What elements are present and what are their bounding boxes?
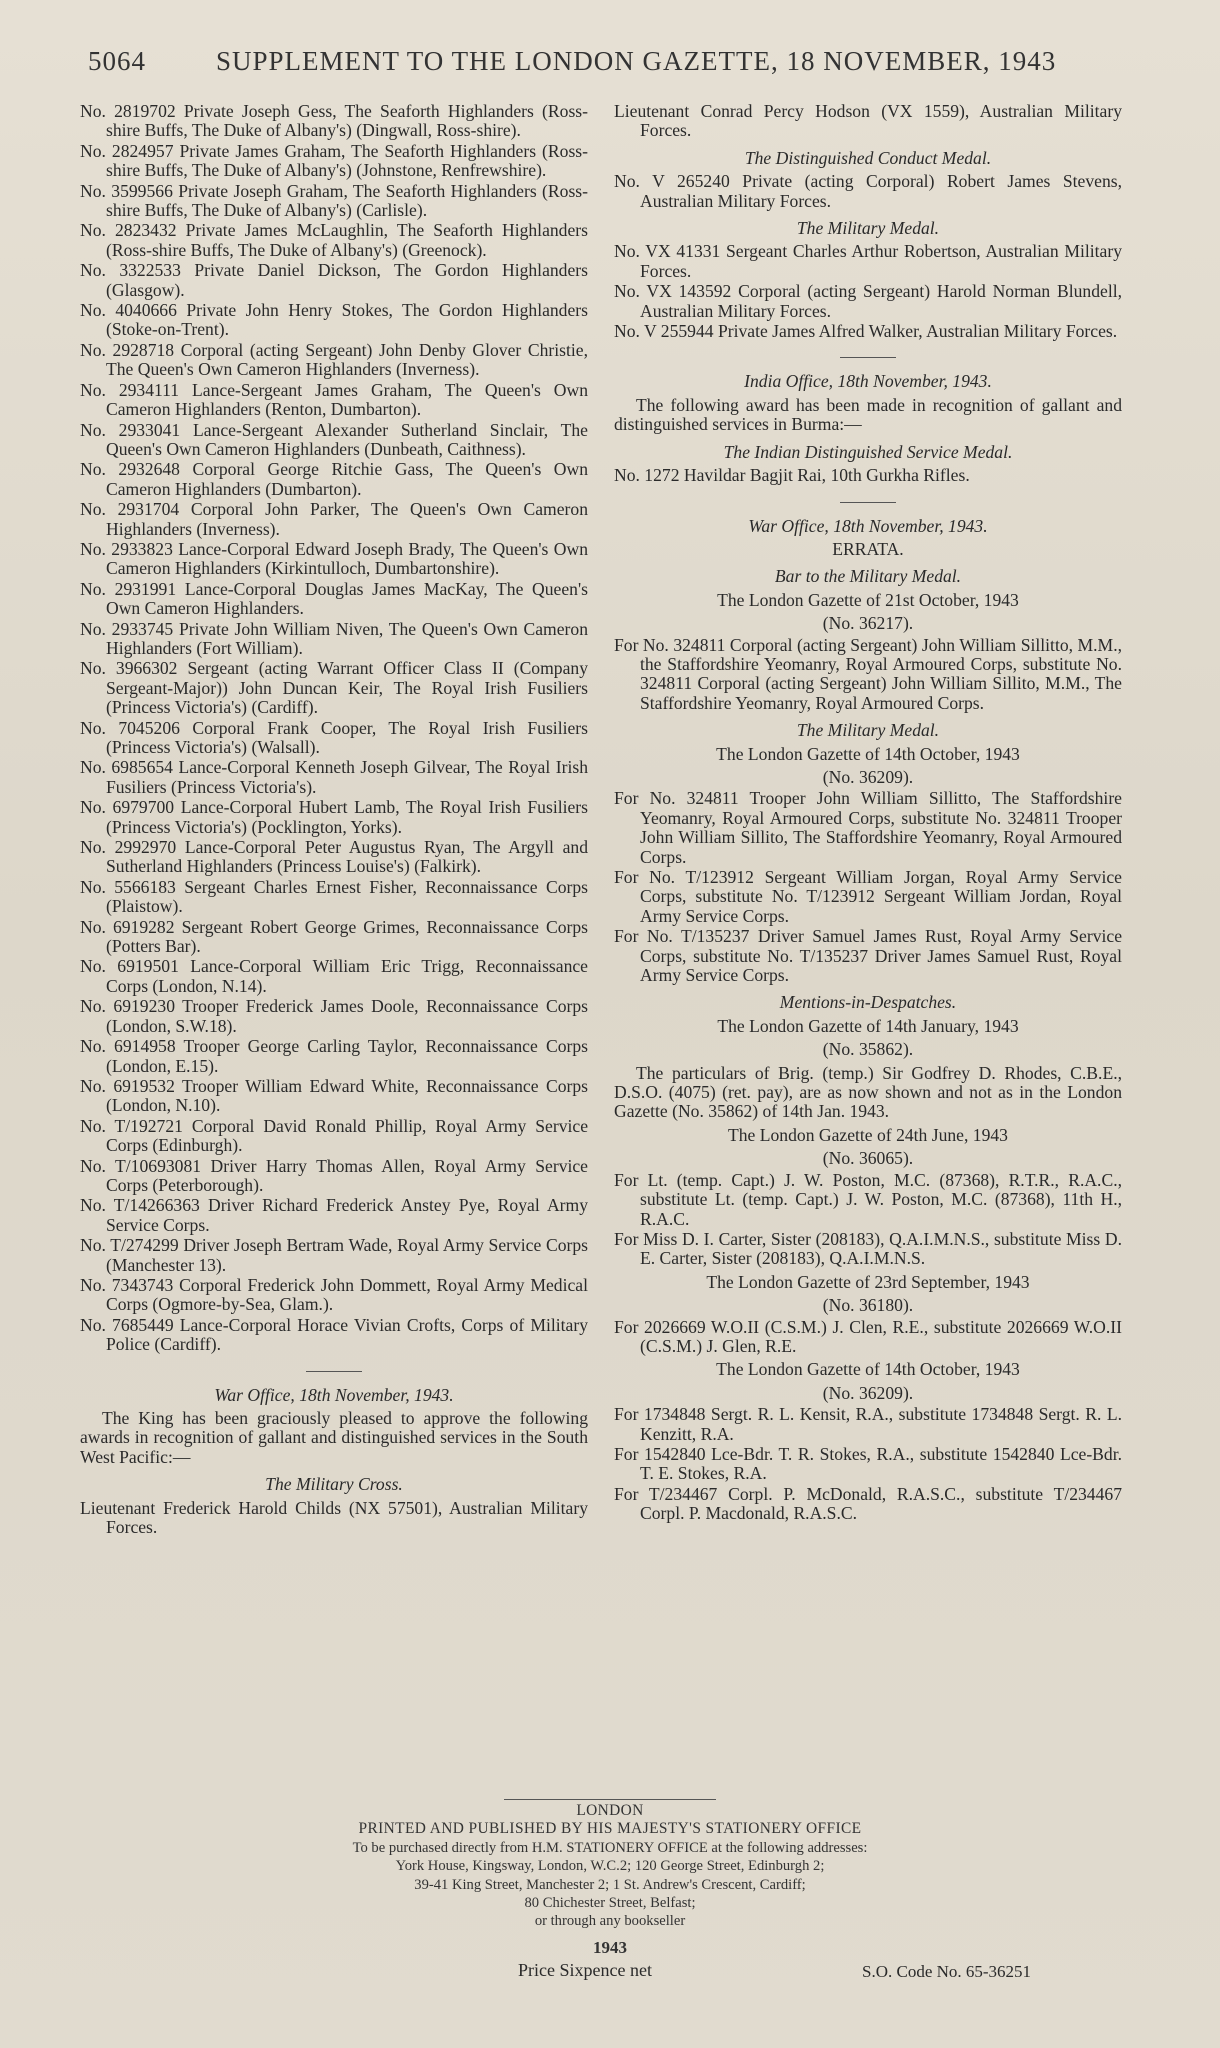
military-cross-entry: Lieutenant Frederick Harold Childs (NX 57501), Australian Military Forces. <box>80 1497 588 1538</box>
award-entry: No. VX 41331 Sergeant Charles Arthur Robertson, Australian Military Forces. <box>614 241 1122 281</box>
gazette-reference: The London Gazette of 14th January, 1943 <box>717 1015 1019 1036</box>
gazette-reference: The London Gazette of 23rd September, 1943 <box>706 1271 1030 1292</box>
war-office-heading: War Office, 18th November, 1943. <box>214 1384 454 1405</box>
award-entry: No. 2819702 Private Joseph Gess, The Seaforth Highlanders (Ross-shire Buffs, The Duke of Albany's) (Dingwall, Ross-shire). <box>80 101 588 141</box>
errata-title: ERRATA. <box>832 538 904 559</box>
award-entry: No. 6914958 Trooper George Carling Taylor, Reconnaissance Corps (London, E.15). <box>80 1036 588 1076</box>
award-entry: No. 2824957 Private James Graham, The Seaforth Highlanders (Ross-shire Buffs, The Duke of Albany's) (Johnstone, Renfrewshire). <box>80 140 588 181</box>
award-entry: Lieutenant Conrad Percy Hodson (VX 1559), Australian Military Forces. <box>614 101 1122 141</box>
award-entry: No. 6979700 Lance-Corporal Hubert Lamb, The Royal Irish Fusiliers (Princess Victoria's) (Pocklington, Yorks). <box>80 797 588 837</box>
footer-address: or through any bookseller <box>534 1913 686 1930</box>
award-entry: No. 2931991 Lance-Corporal Douglas James MacKay, The Queen's Own Cameron Highlanders. <box>80 578 588 619</box>
award-entry: No. 4040666 Private John Henry Stokes, The Gordon Highlanders (Stoke-on-Trent). <box>80 300 588 340</box>
award-entry: No. 6919501 Lance-Corporal William Eric Trigg, Reconnaissance Corps (London, N.14). <box>80 956 588 996</box>
mentions-heading: Mentions-in-Despatches. <box>779 992 957 1013</box>
gazette-reference: The London Gazette of 14th October, 1943 <box>716 743 1020 764</box>
india-office-heading: India Office, 18th November, 1943. <box>744 371 992 392</box>
gazette-number: (No. 35862). <box>822 1039 914 1060</box>
gazette-reference: The London Gazette of 21st October, 1943 <box>717 589 1019 610</box>
india-office-announcement: The following award has been made in recognition of gallant and distinguished services in Burma:— <box>614 394 1122 435</box>
footer-address: York House, Kingsway, London, W.C.2; 120 George Street, Edinburgh 2; <box>395 1858 825 1875</box>
award-entry: No. 2933041 Lance-Sergeant Alexander Sutherland Sinclair, The Queen's Own Cameron Highlanders (Dunbeath, Caithness). <box>80 419 588 459</box>
footer-address: 80 Chichester Street, Belfast; <box>524 1895 696 1912</box>
award-entry: No. 2931704 Corporal John Parker, The Queen's Own Cameron Highlanders (Inverness). <box>80 499 588 539</box>
award-entry: No. T/10693081 Driver Harry Thomas Allen, Royal Army Service Corps (Peterborough). <box>80 1155 588 1195</box>
section-divider <box>840 502 896 503</box>
award-entry: No. 1272 Havildar Bagjit Rai, 10th Gurkha Rifles. <box>614 465 970 486</box>
erratum-entry: For Lt. (temp. Capt.) J. W. Poston, M.C. (87368), R.T.R., R.A.C., substitute Lt. (temp. Capt.) J. W. Poston, M.C. (87368), 11th H., R.A.C. <box>614 1169 1122 1229</box>
left-column <box>80 102 588 1538</box>
award-entry: No. 6919230 Trooper Frederick James Doole, Reconnaissance Corps (London, S.W.18). <box>80 996 588 1036</box>
gazette-number: (No. 36217). <box>822 613 914 634</box>
award-entry: No. 7343743 Corporal Frederick John Dommett, Royal Army Medical Corps (Ogmore-by-Sea, Glam.). <box>80 1274 588 1315</box>
erratum-entry: For 1542840 Lce-Bdr. T. R. Stokes, R.A., substitute 1542840 Lce-Bdr. T. E. Stokes, R.A. <box>614 1443 1122 1484</box>
imprint-footer <box>160 1802 1060 1957</box>
award-entry: No. 3322533 Private Daniel Dickson, The Gordon Highlanders (Glasgow). <box>80 260 588 300</box>
page-title: SUPPLEMENT TO THE LONDON GAZETTE, 18 NOVEMBER, 1943 <box>216 46 1057 76</box>
military-medal-heading: The Military Medal. <box>796 720 940 741</box>
award-entry: No. 7045206 Corporal Frank Cooper, The Royal Irish Fusiliers (Princess Victoria's) (Walsall). <box>80 717 588 757</box>
erratum-entry: For Miss D. I. Carter, Sister (208183), Q.A.I.M.N.S., substitute Miss D. E. Carter, Sister (208183), Q.A.I.M.N.S. <box>614 1228 1122 1269</box>
award-entry: No. 2932648 Corporal George Ritchie Gass, The Queen's Own Cameron Highlanders (Dumbarton). <box>80 459 588 499</box>
gazette-reference: The London Gazette of 24th June, 1943 <box>728 1124 1008 1145</box>
gazette-reference: The London Gazette of 14th October, 1943 <box>716 1359 1020 1380</box>
erratum-entry: For No. T/123912 Sergeant William Jorgan, Royal Army Service Corps, substitute No. T/123912 Sergeant William Jordan, Royal Army Service Corps. <box>614 867 1122 926</box>
right-column <box>614 102 1122 1525</box>
award-entry: No. 2992970 Lance-Corporal Peter Augustus Ryan, The Argyll and Sutherland Highlanders (Princess Louise's) (Falkirk). <box>80 837 588 877</box>
erratum-entry: For 2026669 W.O.II (C.S.M.) J. Clen, R.E., substitute 2026669 W.O.II (C.S.M.) J. Glen, R.E. <box>614 1316 1122 1356</box>
award-entry: No. T/192721 Corporal David Ronald Phillip, Royal Army Service Corps (Edinburgh). <box>80 1115 588 1156</box>
award-entry: No. 2934111 Lance-Sergeant James Graham, The Queen's Own Cameron Highlanders (Renton, Dumbarton). <box>80 379 588 420</box>
footer-address: 39-41 King Street, Manchester 2; 1 St. Andrew's Crescent, Cardiff; <box>414 1876 806 1893</box>
idsm-heading: The Indian Distinguished Service Medal. <box>723 441 1013 462</box>
military-cross-heading: The Military Cross. <box>265 1474 403 1495</box>
award-entry: No. 3599566 Private Joseph Graham, The Seaforth Highlanders (Ross-shire Buffs, The Duke of Albany's) (Carlisle). <box>80 180 588 221</box>
gazette-number: (No. 36209). <box>822 766 914 787</box>
erratum-entry: For 1734848 Sergt. R. L. Kensit, R.A., substitute 1734848 Sergt. R. L. Kenzitt, R.A. <box>614 1404 1122 1444</box>
erratum-entry: For No. 324811 Corporal (acting Sergeant) John William Sillitto, M.M., the Staffordshire Yeomanry, Royal Armoured Corps, substitute No. 324811 Corporal (acting Sergeant) John William Sillito, M.M., The Staffordshire Yeomanry, Royal Armoured Corps. <box>614 634 1122 713</box>
gazette-number: (No. 36209). <box>822 1382 914 1403</box>
award-entry: No. 7685449 Lance-Corporal Horace Vivian Crofts, Corps of Military Police (Cardiff). <box>80 1314 588 1355</box>
footer-divider <box>504 1799 716 1800</box>
bar-heading: Bar to the Military Medal. <box>774 566 962 587</box>
gazette-number: (No. 36180). <box>822 1295 914 1316</box>
price-label: Price Sixpence net <box>518 1960 652 1980</box>
award-entry: No. T/274299 Driver Joseph Bertram Wade, Royal Army Service Corps (Manchester 13). <box>80 1235 588 1275</box>
errata-office-heading: War Office, 18th November, 1943. <box>748 515 988 536</box>
award-entry: No. 3966302 Sergeant (acting Warrant Officer Class II (Company Sergeant-Major)) John Duncan Keir, The Royal Irish Fusiliers (Princess Victoria's) (Cardiff). <box>80 658 588 718</box>
award-entry: No. V 265240 Private (acting Corporal) Robert James Stevens, Australian Military Forces. <box>614 171 1122 211</box>
war-office-announcement: The King has been graciously pleased to approve the following awards in recognition of gallant and distinguished services in the South West Pacific:— <box>80 1408 588 1467</box>
award-entry: No. VX 143592 Corporal (acting Sergeant) Harold Norman Blundell, Australian Military Forces. <box>614 281 1122 321</box>
footer-year: 1943 <box>593 1937 627 1957</box>
left-entry-list <box>80 102 588 1355</box>
erratum-entry: For No. 324811 Trooper John William Sillitto, The Staffordshire Yeomanry, Royal Armoured Corps, substitute No. 324811 Trooper John William Sillito, The Staffordshire Yeomanry, Royal Armoured Corps. <box>614 788 1122 867</box>
award-entry: No. 2928718 Corporal (acting Sergeant) John Denby Glover Christie, The Queen's Own Cameron Highlanders (Inverness). <box>80 339 588 380</box>
erratum-entry: For T/234467 Corpl. P. McDonald, R.A.S.C., substitute T/234467 Corpl. P. Macdonald, R.A.S.C. <box>614 1483 1122 1524</box>
award-entry: No. 2933745 Private John William Niven, The Queen's Own Cameron Highlanders (Fort William). <box>80 618 588 658</box>
award-entry: No. 2933823 Lance-Corporal Edward Joseph Brady, The Queen's Own Cameron Highlanders (Kirkintulloch, Dumbartonshire). <box>80 538 588 579</box>
dcm-heading: The Distinguished Conduct Medal. <box>744 147 992 168</box>
erratum-entry: For No. T/135237 Driver Samuel James Rust, Royal Army Service Corps, substitute No. T/135237 Driver James Samuel Rust, Royal Army Service Corps. <box>614 926 1122 986</box>
award-entry: No. 6919282 Sergeant Robert George Grimes, Reconnaissance Corps (Potters Bar). <box>80 916 588 957</box>
footer-printed: PRINTED AND PUBLISHED BY HIS MAJESTY'S STATIONERY OFFICE <box>358 1820 862 1838</box>
section-divider <box>306 1371 362 1372</box>
page-header <box>88 46 1130 86</box>
footer-purchase: To be purchased directly from H.M. STATIONERY OFFICE at the following addresses: <box>352 1839 868 1856</box>
award-entry: No. 6985654 Lance-Corporal Kenneth Joseph Gilvear, The Royal Irish Fusiliers (Princess Victoria's). <box>80 757 588 797</box>
footer-city: LONDON <box>576 1802 644 1819</box>
award-entry: No. 2823432 Private James McLaughlin, The Seaforth Highlanders (Ross-shire Buffs, The Duke of Albany's) (Greenock). <box>80 220 588 260</box>
page-number: 5064 <box>88 46 146 76</box>
erratum-paragraph: The particulars of Brig. (temp.) Sir Godfrey D. Rhodes, C.B.E., D.S.O. (4075) (ret. pay), are as now shown and not as in the London Gazette (No. 35862) of 14th Jan. 1943. <box>614 1062 1122 1122</box>
gazette-number: (No. 36065). <box>822 1148 914 1169</box>
award-entry: No. V 255944 Private James Alfred Walker, Australian Military Forces. <box>614 321 1118 342</box>
award-entry: No. 5566183 Sergeant Charles Ernest Fisher, Reconnaissance Corps (Plaistow). <box>80 876 588 917</box>
so-code: S.O. Code No. 65-36251 <box>862 1962 1032 1981</box>
award-entry: No. T/14266363 Driver Richard Frederick Anstey Pye, Royal Army Service Corps. <box>80 1195 588 1235</box>
military-medal-heading: The Military Medal. <box>796 218 940 239</box>
award-entry: No. 6919532 Trooper William Edward White, Reconnaissance Corps (London, N.10). <box>80 1075 588 1116</box>
section-divider <box>840 357 896 358</box>
